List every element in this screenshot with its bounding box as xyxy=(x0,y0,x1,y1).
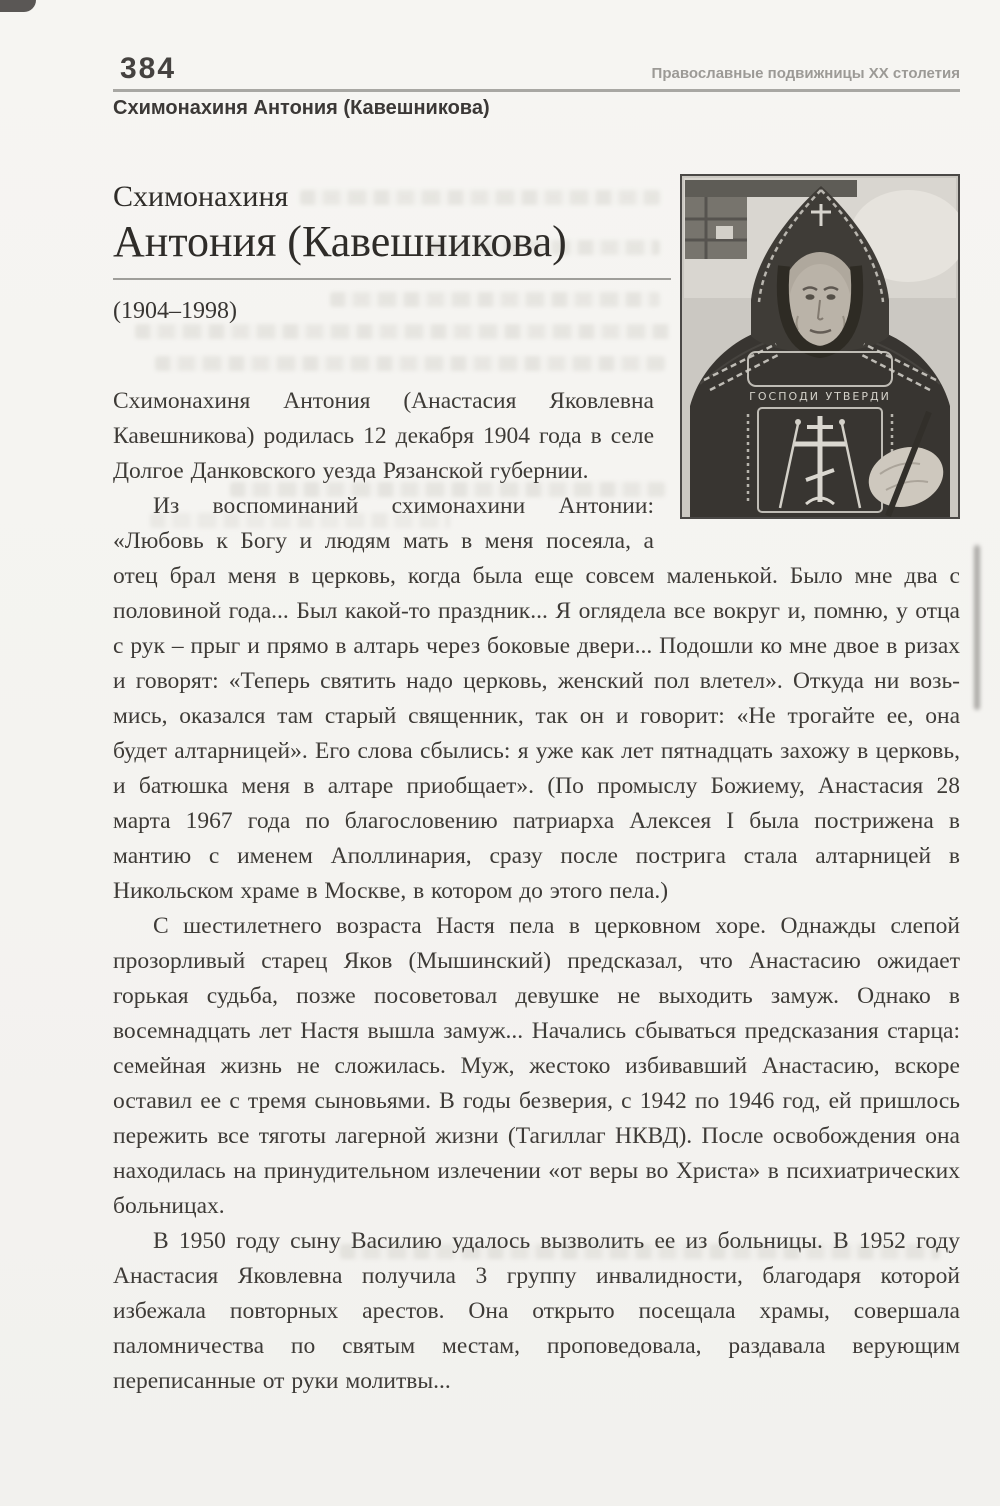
life-years: (1904–1998) xyxy=(113,298,237,324)
paragraph-release: В 1950 году сыну Василию удалось вызволить ее из больницы. В 1952 году Анастасия Яковлевна получила 3 группу инвалидности, благодаря которой избежала повторных арестов. Она открыто посещала храмы, совершала паломничества по святым местам, проповедовала, раздавала верующим переписанные от руки молитвы... xyxy=(113,1228,960,1394)
photo-embroidery-text: ГОСПОДИ УТВЕРДИ xyxy=(749,390,891,403)
article-title-rank: Схимонахиня xyxy=(113,180,289,213)
header-rule xyxy=(113,89,960,92)
portrait-illustration xyxy=(680,174,960,519)
paragraph-memories: Из воспоминаний схимонахини Антонии: «Любовь к Богу и людям мать в меня посеяла, а отец брал меня в церковь, когда была еще совсем маленькой. Было мне два с половиной года... Был какой-то праздник... Я оглядела все вокруг и, помню, у отца с рук – прыг и прямо в алтарь через боковые двери... Подошли ко мне двое в ризах и говорят: «Теперь святить надо церковь, женский пол влетел». Откуда ни возьмись, оказался там старый священник, так он и говорит: «Не трогайте ее, она будет алтарницей». Его слова сбылись: я уже как лет пятнадцать захожу в церковь, и батюшка меня в алтаре приобщает». (По промыслу Божиему, Анастасия 28 марта 1967 года по благословению патриарха Алексея I была пострижена в мантию с именем Аполлинария, сразу после пострига стала алтарницей в Никольском храме в Москве, в котором до этого пела.) xyxy=(113,493,960,904)
header-row xyxy=(113,52,960,86)
scan-artifact-edge xyxy=(974,545,980,710)
portrait-photo xyxy=(680,174,960,519)
paragraph-birth: Схимонахиня Антония (Анастасия Яковлевна Кавешникова) родилась 12 декабря 1904 года в селе Долгое Данковского уезда Рязанской губернии. xyxy=(113,388,654,484)
page-header xyxy=(0,0,1000,120)
section-header: Схимонахиня Антония (Кавешникова) xyxy=(113,97,490,119)
article xyxy=(113,120,960,1399)
page-number: 384 xyxy=(120,52,177,85)
running-header: Православные подвижницы XX столетия xyxy=(651,65,960,82)
title-rule xyxy=(113,278,671,280)
paragraph-youth: С шестилетнего возраста Настя пела в церковном хоре. Однажды слепой прозорливый старец Яков (Мышинский) предсказал, что Анастасию ожидает горькая судьба, позже посоветовал девушке не выходить замуж. Однако в восемнадцать лет Настя вышла замуж... Начались сбываться предсказания старца: семейная жизнь не сложилась. Муж, жестоко избивавший Анастасию, вскоре оставил ее с тремя сыновьями. В годы безверия, с 1942 по 1946 год, ей пришлось пережить все тяготы лагерной жизни (Тагиллаг НКВД). После освобождения она находилась на принудительном излечении «от веры во Христа» в психиатрических больницах. xyxy=(113,913,960,1219)
article-title-name: Антония (Кавешникова) xyxy=(113,217,567,266)
